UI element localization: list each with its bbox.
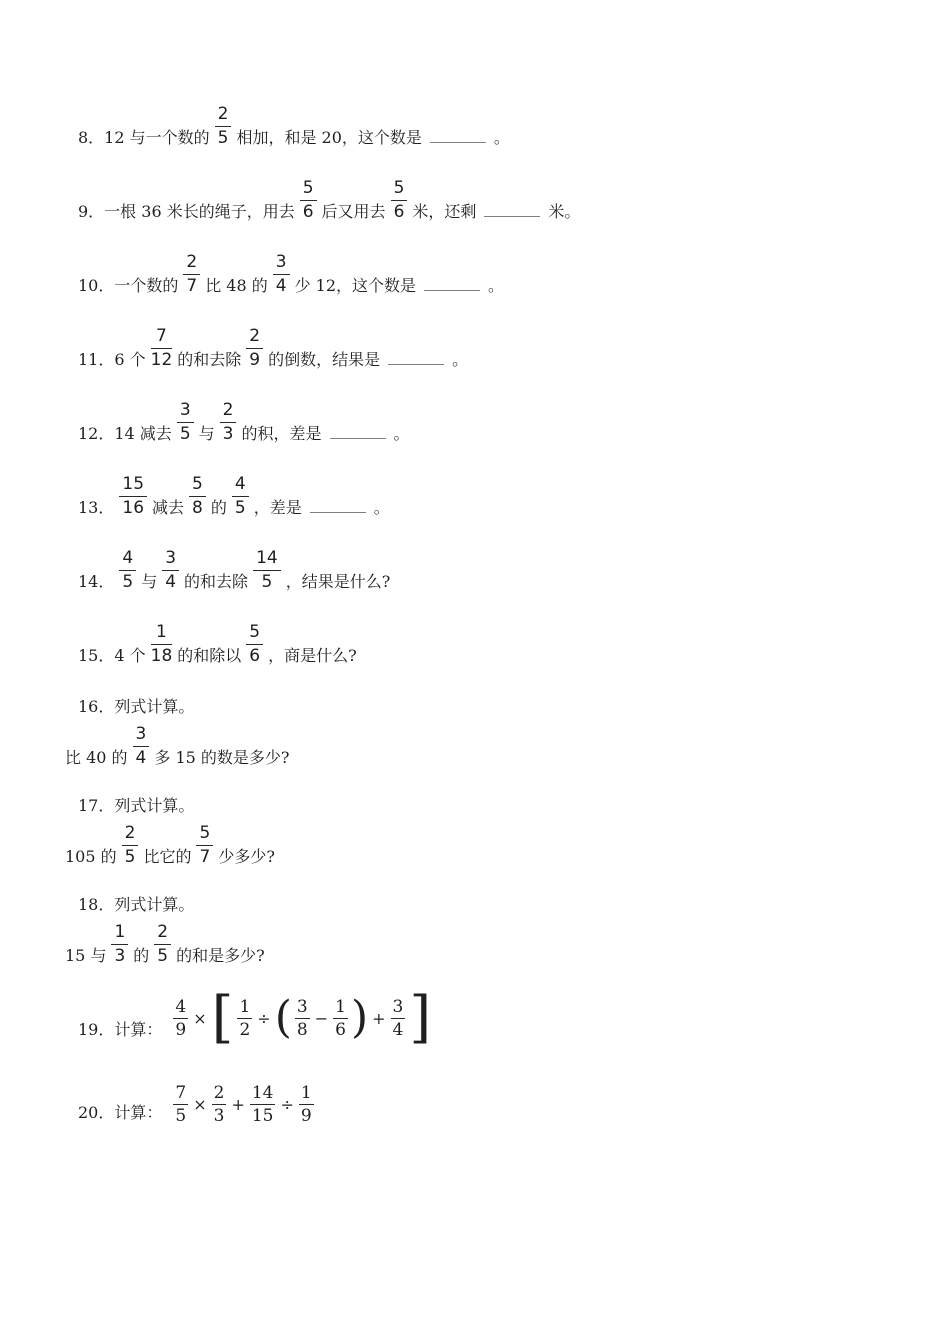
text-run: 。 xyxy=(488,276,505,295)
fraction-numerator: 1 xyxy=(151,622,173,645)
fraction xyxy=(273,252,290,297)
fraction xyxy=(250,1083,276,1126)
text-run: 的倒数，结果是 xyxy=(268,350,381,369)
text-run: 12．14 减去 xyxy=(78,424,172,443)
math-expression xyxy=(171,1083,315,1126)
fraction-numerator: 2 xyxy=(213,1083,225,1104)
fraction-denominator: 16 xyxy=(122,498,145,518)
text-run: 的 xyxy=(210,498,227,517)
fraction xyxy=(154,922,171,967)
text-run: 11．6 个 xyxy=(78,350,146,369)
problem-line xyxy=(65,252,890,297)
plus-sign: + xyxy=(372,1008,386,1028)
fraction xyxy=(220,400,237,445)
fraction-denominator: 6 xyxy=(335,1019,346,1040)
fraction-numerator: 1 xyxy=(111,922,128,945)
problem-line xyxy=(65,548,890,593)
problem-14 xyxy=(65,548,890,593)
fraction xyxy=(119,548,136,593)
fraction-denominator: 5 xyxy=(217,128,229,148)
text-run: 的和去除 xyxy=(184,572,249,591)
fraction-numerator: 4 xyxy=(232,474,249,497)
text-run: ，差是 xyxy=(253,498,302,517)
fraction-denominator: 8 xyxy=(296,1019,308,1040)
fraction xyxy=(173,997,188,1040)
math-expression xyxy=(171,985,433,1050)
fraction-denominator: 4 xyxy=(135,748,147,768)
answer-blank xyxy=(388,351,444,365)
text-run: 比 48 的 xyxy=(205,276,268,295)
fraction-denominator: 4 xyxy=(275,276,287,296)
fraction-denominator: 2 xyxy=(239,1019,251,1040)
fraction-denominator: 5 xyxy=(157,946,169,966)
fraction xyxy=(111,922,128,967)
answer-blank xyxy=(484,203,540,217)
problem-17 xyxy=(65,795,890,868)
problem-head: 16．列式计算。 xyxy=(78,697,195,716)
fraction-denominator: 4 xyxy=(165,572,177,592)
text-run: 15．4 个 xyxy=(78,646,146,665)
fraction-numerator: 5 xyxy=(391,178,408,201)
fraction-denominator: 3 xyxy=(222,424,234,444)
text-run: 。 xyxy=(373,498,390,517)
fraction xyxy=(333,997,348,1040)
fraction xyxy=(189,474,206,519)
left-paren: ( xyxy=(274,992,292,1044)
fraction-denominator: 6 xyxy=(249,646,261,666)
problem-15 xyxy=(65,622,890,667)
fraction-denominator: 5 xyxy=(261,572,273,592)
fraction xyxy=(162,548,179,593)
problem-16 xyxy=(65,696,890,769)
fraction xyxy=(196,823,213,868)
problem-8 xyxy=(65,104,890,149)
fraction xyxy=(300,178,317,223)
text-run: 14． xyxy=(78,572,115,591)
text-run: ，商是什么? xyxy=(268,646,357,665)
fraction xyxy=(253,548,281,593)
fraction-denominator: 9 xyxy=(300,1106,312,1127)
fraction xyxy=(299,1083,314,1126)
fraction-denominator: 5 xyxy=(175,1106,187,1127)
fraction-denominator: 8 xyxy=(192,498,203,518)
fraction-denominator: 5 xyxy=(124,847,136,867)
fraction xyxy=(232,474,249,519)
fraction-numerator: 3 xyxy=(162,548,179,571)
fraction-numerator: 3 xyxy=(177,400,194,423)
fraction-numerator: 2 xyxy=(220,400,237,423)
fraction xyxy=(133,724,150,769)
fraction-denominator: 12 xyxy=(150,350,173,370)
multiply-sign: × xyxy=(193,1095,207,1115)
fraction-numerator: 2 xyxy=(246,326,263,349)
problem-13 xyxy=(65,474,890,519)
fraction-numerator: 5 xyxy=(189,474,206,497)
answer-blank xyxy=(310,499,366,513)
text-run: 的和是多少? xyxy=(176,946,265,965)
fraction-numerator: 1 xyxy=(335,996,346,1017)
text-run: 10．一个数的 xyxy=(78,276,179,295)
text-run: 的和去除 xyxy=(177,350,242,369)
fraction-denominator: 3 xyxy=(114,946,126,966)
fraction-numerator: 14 xyxy=(253,548,281,571)
fraction-numerator: 5 xyxy=(246,622,263,645)
problem-label: 20．计算： xyxy=(78,1103,163,1123)
fraction xyxy=(183,252,200,297)
fraction-numerator: 3 xyxy=(273,252,290,275)
fraction-numerator: 2 xyxy=(122,823,139,846)
text-run: 。 xyxy=(493,128,510,147)
fraction-denominator: 18 xyxy=(150,646,173,666)
answer-blank xyxy=(430,129,486,143)
fraction-denominator: 6 xyxy=(393,202,405,222)
text-run: 。 xyxy=(393,424,410,443)
right-bracket: ] xyxy=(409,985,432,1050)
fraction xyxy=(119,474,147,519)
fraction-numerator: 3 xyxy=(296,996,308,1017)
text-run: 减去 xyxy=(152,498,185,517)
text-run: 15 与 xyxy=(65,946,107,965)
fraction xyxy=(151,622,173,667)
text-run: 多 15 的数是多少? xyxy=(154,748,290,767)
fraction-numerator: 7 xyxy=(151,326,173,349)
fraction-numerator: 3 xyxy=(392,996,404,1017)
fraction-numerator: 14 xyxy=(251,1083,274,1104)
fraction-numerator: 1 xyxy=(300,1083,312,1104)
text-run: 相加，和是 20，这个数是 xyxy=(236,128,422,147)
fraction-numerator: 1 xyxy=(239,996,251,1017)
fraction xyxy=(237,997,252,1040)
text-run: 105 的 xyxy=(65,847,117,866)
problem-label: 19．计算： xyxy=(78,1020,163,1040)
text-run: 与 xyxy=(141,572,158,591)
right-paren: ) xyxy=(350,992,369,1044)
problem-18 xyxy=(65,894,890,967)
fraction xyxy=(122,823,139,868)
text-run: 。 xyxy=(452,350,469,369)
text-run: 米，还剩 xyxy=(412,202,477,221)
fraction-denominator: 15 xyxy=(251,1106,274,1127)
text-run: 少 12，这个数是 xyxy=(294,276,417,295)
fraction-denominator: 9 xyxy=(175,1019,187,1040)
fraction-numerator: 3 xyxy=(133,724,150,747)
text-run: ，结果是什么? xyxy=(285,572,391,591)
fraction-numerator: 15 xyxy=(119,474,147,497)
fraction-denominator: 3 xyxy=(213,1106,225,1127)
fraction-denominator: 5 xyxy=(179,424,191,444)
text-run: 米。 xyxy=(548,202,581,221)
multiply-sign: × xyxy=(193,1008,207,1028)
problem-10 xyxy=(65,252,890,297)
problem-line xyxy=(65,326,890,371)
problem-line xyxy=(65,400,890,445)
problem-12 xyxy=(65,400,890,445)
text-run: 的和除以 xyxy=(177,646,242,665)
problem-line xyxy=(65,622,890,667)
fraction-numerator: 7 xyxy=(175,1083,187,1104)
fraction-numerator: 5 xyxy=(300,178,317,201)
plus-sign: + xyxy=(231,1095,245,1115)
fraction xyxy=(177,400,194,445)
problem-line xyxy=(65,104,890,149)
problem-11 xyxy=(65,326,890,371)
text-run: 的 xyxy=(133,946,150,965)
fraction-numerator: 2 xyxy=(154,922,171,945)
text-run: 9．一根 36 米长的绳子，用去 xyxy=(78,202,295,221)
problem-line xyxy=(65,474,890,519)
fraction-denominator: 9 xyxy=(249,350,261,370)
problem-line xyxy=(65,823,890,868)
fraction xyxy=(173,1083,188,1126)
text-run: 少多少? xyxy=(218,847,275,866)
fraction xyxy=(391,997,406,1040)
fraction xyxy=(295,997,310,1040)
problem-20 xyxy=(65,1083,890,1126)
text-run: 比 40 的 xyxy=(65,748,128,767)
text-run: 与 xyxy=(198,424,215,443)
fraction-denominator: 7 xyxy=(186,276,198,296)
fraction-denominator: 5 xyxy=(122,572,134,592)
fraction-numerator: 5 xyxy=(196,823,213,846)
fraction xyxy=(212,1083,227,1126)
fraction xyxy=(391,178,408,223)
minus-sign: − xyxy=(314,1008,329,1028)
fraction-denominator: 7 xyxy=(199,847,211,867)
fraction-denominator: 5 xyxy=(234,498,246,518)
fraction-numerator: 4 xyxy=(119,548,136,571)
answer-blank xyxy=(330,425,386,439)
problem-head: 17．列式计算。 xyxy=(78,796,195,815)
fraction-numerator: 2 xyxy=(215,104,232,127)
fraction-numerator: 2 xyxy=(183,252,200,275)
fraction xyxy=(246,622,263,667)
problem-19 xyxy=(65,985,890,1050)
fraction xyxy=(246,326,263,371)
fraction-denominator: 4 xyxy=(392,1019,404,1040)
problem-head: 18．列式计算。 xyxy=(78,895,195,914)
text-run: 8．12 与一个数的 xyxy=(78,128,210,147)
divide-sign: ÷ xyxy=(280,1095,294,1115)
left-bracket: [ xyxy=(211,985,234,1050)
divide-sign: ÷ xyxy=(257,1008,271,1028)
text-run: 13． xyxy=(78,498,115,517)
problem-line xyxy=(65,724,890,769)
text-run: 后又用去 xyxy=(321,202,386,221)
fraction xyxy=(151,326,173,371)
text-run: 的积，差是 xyxy=(241,424,322,443)
problem-line xyxy=(65,922,890,967)
fraction-denominator: 6 xyxy=(302,202,314,222)
answer-blank xyxy=(424,277,480,291)
fraction xyxy=(215,104,232,149)
fraction-numerator: 4 xyxy=(175,996,187,1017)
text-run: 比它的 xyxy=(143,847,192,866)
problem-9 xyxy=(65,178,890,223)
problem-line xyxy=(65,178,890,223)
